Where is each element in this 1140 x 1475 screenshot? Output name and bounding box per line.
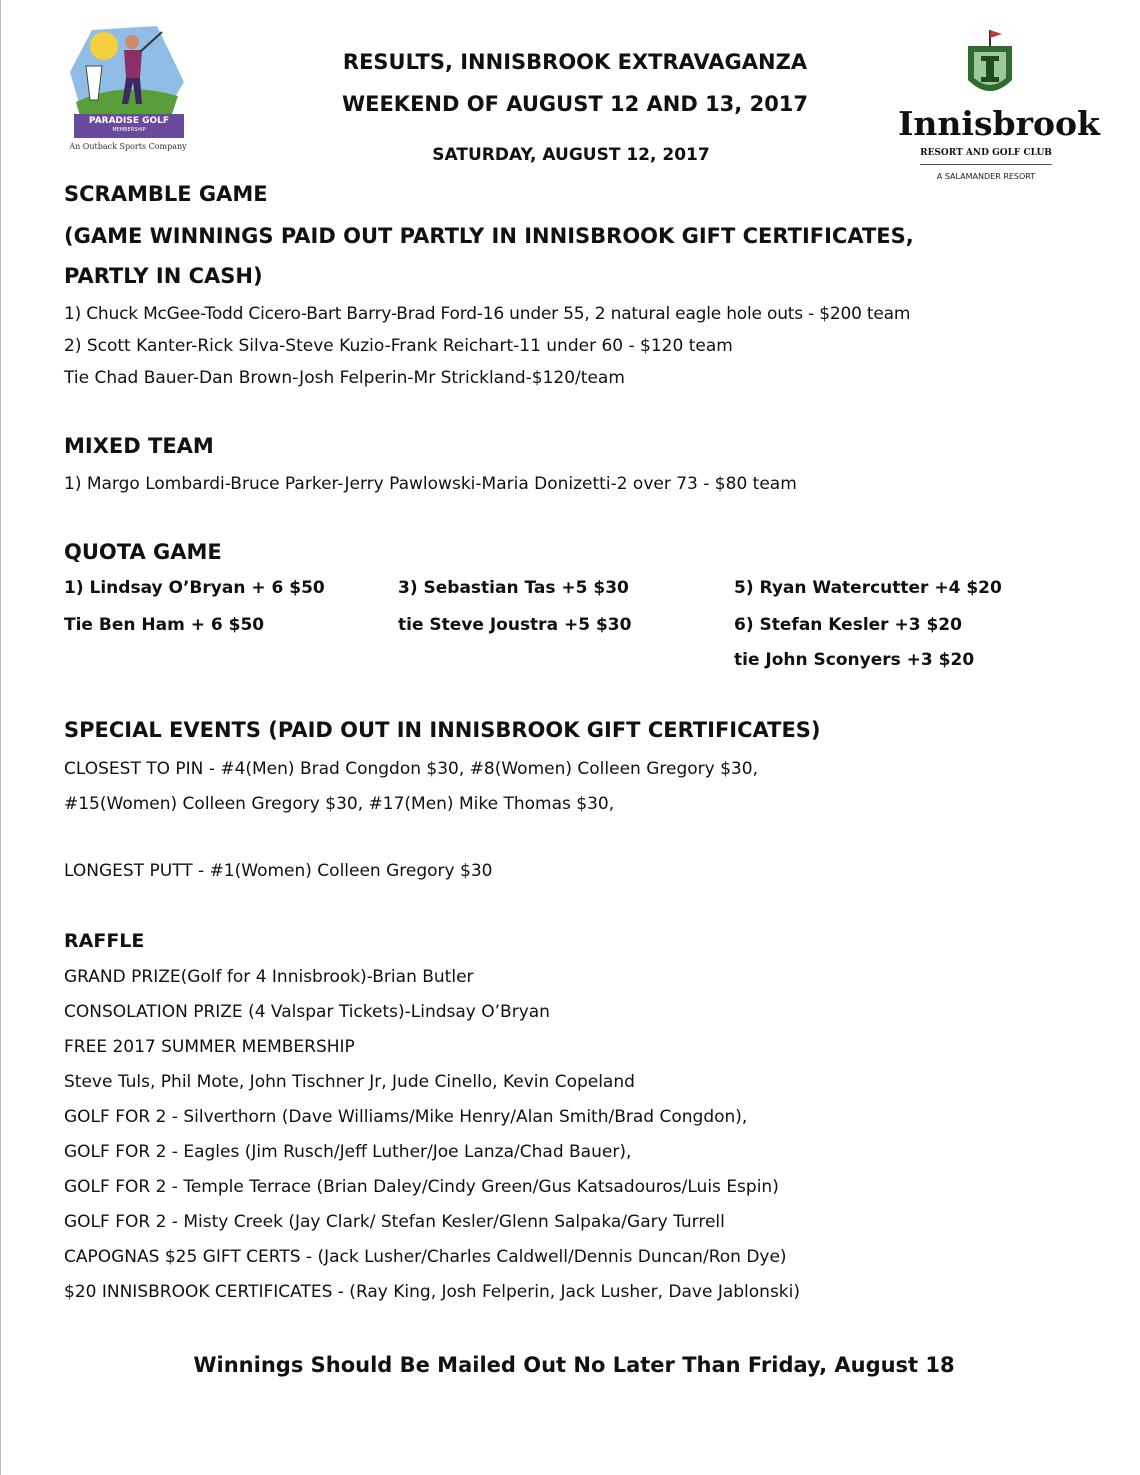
title-line-2: WEEKEND OF AUGUST 12 AND 13, 2017 — [341, 92, 809, 116]
golfer-emblem-icon — [62, 22, 192, 158]
scramble-entry: 2) Scott Kanter-Rick Silva-Steve Kuzio-Frank Reichart-11 under 60 - $120 team — [64, 336, 733, 356]
raffle-entry: CONSOLATION PRIZE (4 Valspar Tickets)-Lindsay O’Bryan — [64, 1002, 550, 1022]
paradise-golf-name: PARADISE GOLF — [88, 116, 170, 126]
quota-entry: 3) Sebastian Tas +5 $30 — [398, 578, 629, 598]
raffle-entry: $20 INNISBROOK CERTIFICATES - (Ray King, Josh Felperin, Jack Lusher, Dave Jablonski) — [64, 1282, 800, 1302]
title-line-1: RESULTS, INNISBROOK EXTRAVAGANZA — [342, 50, 808, 74]
quota-entry: 6) Stefan Kesler +3 $20 — [734, 615, 962, 635]
raffle-entry: GRAND PRIZE(Golf for 4 Innisbrook)-Brian Butler — [64, 967, 474, 987]
raffle-title: RAFFLE — [64, 930, 145, 952]
quota-entry: Tie Ben Ham + 6 $50 — [64, 615, 265, 635]
raffle-entry: GOLF FOR 2 - Silverthorn (Dave Williams/Mike Henry/Alan Smith/Brad Congdon), — [64, 1107, 748, 1127]
paradise-golf-logo — [62, 22, 192, 158]
scramble-entry: Tie Chad Bauer-Dan Brown-Josh Felperin-Mr Strickland-$120/team — [64, 368, 625, 388]
raffle-entry: GOLF FOR 2 - Temple Terrace (Brian Daley/Cindy Green/Gus Katsadouros/Luis Espin) — [64, 1177, 779, 1197]
raffle-entry: CAPOGNAS $25 GIFT CERTS - (Jack Lusher/Charles Caldwell/Dennis Duncan/Ron Dye) — [64, 1247, 787, 1267]
innisbrook-tagline: A SALAMANDER RESORT — [936, 172, 1036, 181]
paradise-golf-sub: MEMBERSHIP — [112, 127, 146, 133]
scramble-note-line-1: (GAME WINNINGS PAID OUT PARTLY IN INNISBROOK GIFT CERTIFICATES, — [64, 224, 914, 248]
closest-to-pin-line-1: CLOSEST TO PIN - #4(Men) Brad Congdon $30, #8(Women) Colleen Gregory $30, — [64, 759, 758, 779]
longest-putt: LONGEST PUTT - #1(Women) Colleen Gregory $30 — [64, 861, 493, 881]
quota-entry: 5) Ryan Watercutter +4 $20 — [734, 578, 1002, 598]
event-date: SATURDAY, AUGUST 12, 2017 — [432, 145, 710, 165]
innisbrook-name: Innisbrook — [898, 104, 1100, 143]
raffle-entry: Steve Tuls, Phil Mote, John Tischner Jr, Jude Cinello, Kevin Copeland — [64, 1072, 635, 1092]
raffle-entry: FREE 2017 SUMMER MEMBERSHIP — [64, 1037, 355, 1057]
paradise-golf-tagline: An Outback Sports Company — [69, 142, 187, 151]
quota-entry: tie Steve Joustra +5 $30 — [398, 615, 632, 635]
quota-title: QUOTA GAME — [64, 540, 222, 564]
scramble-title: SCRAMBLE GAME — [64, 182, 268, 206]
raffle-entry: GOLF FOR 2 - Misty Creek (Jay Clark/ Stefan Kesler/Glenn Salpaka/Gary Turrell — [64, 1212, 725, 1232]
quota-entry: 1) Lindsay O’Bryan + 6 $50 — [64, 578, 325, 598]
quota-entry: tie John Sconyers +3 $20 — [734, 650, 975, 670]
mixed-team-entry: 1) Margo Lombardi-Bruce Parker-Jerry Pawlowski-Maria Donizetti-2 over 73 - $80 team — [64, 474, 797, 494]
scramble-note-line-2: PARTLY IN CASH) — [64, 264, 263, 288]
mailing-note: Winnings Should Be Mailed Out No Later Than Friday, August 18 — [193, 1353, 955, 1377]
innisbrook-sub: RESORT AND GOLF CLUB — [920, 148, 1052, 158]
special-events-title: SPECIAL EVENTS (PAID OUT IN INNISBROOK GIFT CERTIFICATES) — [64, 718, 821, 742]
raffle-entry: GOLF FOR 2 - Eagles (Jim Rusch/Jeff Luther/Joe Lanza/Chad Bauer), — [64, 1142, 632, 1162]
closest-to-pin-line-2: #15(Women) Colleen Gregory $30, #17(Men) Mike Thomas $30, — [64, 794, 615, 814]
scramble-entry: 1) Chuck McGee-Todd Cicero-Bart Barry-Brad Ford-16 under 55, 2 natural eagle hole outs - $200 team — [64, 304, 911, 324]
page-edge — [0, 0, 1, 1475]
mixed-team-title: MIXED TEAM — [64, 434, 214, 458]
